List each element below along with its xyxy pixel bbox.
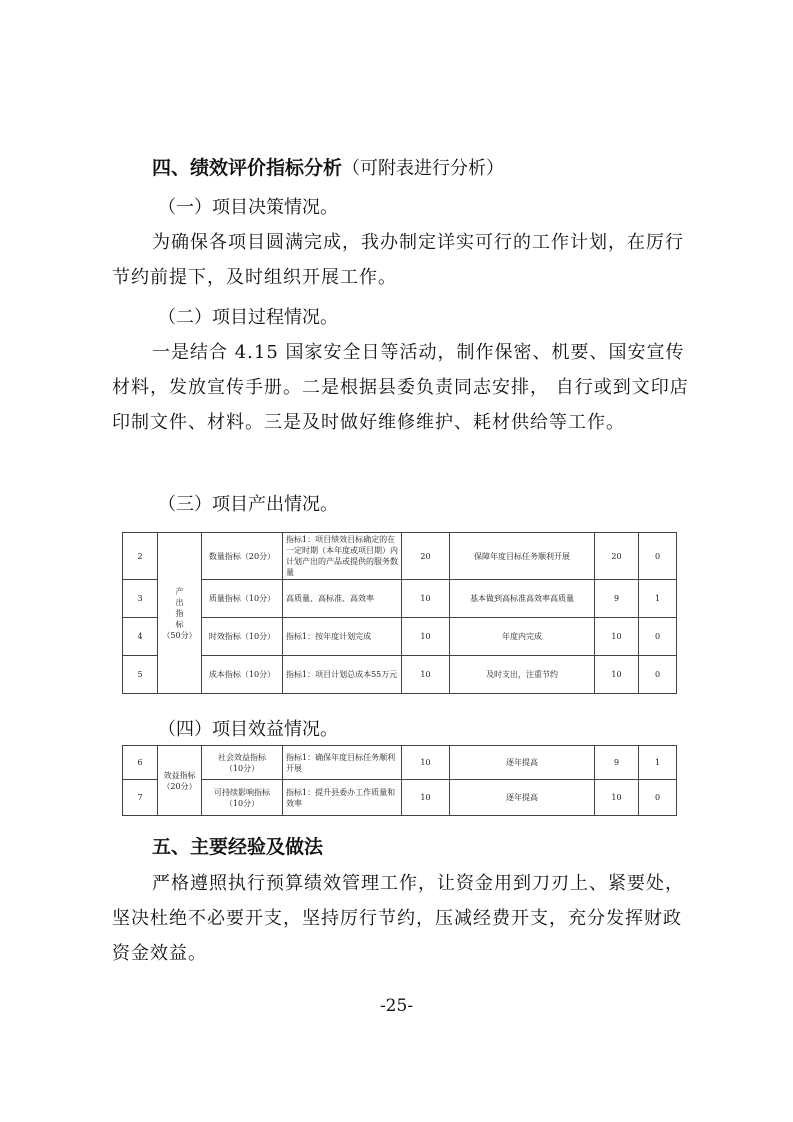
table-row <box>123 618 677 656</box>
deduct-value: 0 <box>639 780 677 816</box>
section-5-title: 五、主要经验及做法 <box>152 836 324 858</box>
subsection-2-title: （二）项目过程情况。 <box>158 307 338 328</box>
weight-value: 10 <box>402 746 450 780</box>
indicator-text: 指标1：项目绩效目标确定的在一定时期（本年度或项目期）内计划产出的产品或提供的服务数量 <box>283 533 402 580</box>
paragraph-decision <box>112 225 692 295</box>
weight-value: 10 <box>402 656 450 694</box>
weight-value: 10 <box>402 618 450 656</box>
row-number: 6 <box>123 746 158 780</box>
metric-name: 成本指标（10分） <box>202 656 283 694</box>
paragraph-process-text: 一是结合 4.15 国家安全日等活动，制作保密、机要、国安宣传材料，发放宣传手册。二是根据县委负责同志安排， 自行或到文印店印制文件、材料。三是及时做好维修维护、耗材供给等工作。 <box>112 342 689 433</box>
group-label: 效益指标 （20分） <box>158 746 202 816</box>
table-row <box>123 656 677 694</box>
weight-value: 20 <box>402 533 450 580</box>
row-number: 7 <box>123 780 158 816</box>
deduct-value: 0 <box>639 656 677 694</box>
table-row <box>123 580 677 618</box>
score-value: 10 <box>595 656 639 694</box>
table-row <box>123 780 677 816</box>
deduct-value: 0 <box>639 618 677 656</box>
group-label: 产 出 指 标 （50分） <box>158 533 202 694</box>
score-value: 20 <box>595 533 639 580</box>
benefit-metrics-table <box>122 745 677 816</box>
result-text: 逐年提高 <box>450 780 595 816</box>
result-text: 及时支出，注重节约 <box>450 656 595 694</box>
metric-name: 可持续影响指标 （10分） <box>202 780 283 816</box>
paragraph-experience-text: 严格遵照执行预算绩效管理工作，让资金用到刀刃上、紧要处，坚决杜绝不必要开支，坚持厉行节约，压减经费开支，充分发挥财政资金效益。 <box>112 873 684 964</box>
table-row <box>123 746 677 780</box>
weight-value: 10 <box>402 580 450 618</box>
row-number: 2 <box>123 533 158 580</box>
row-number: 4 <box>123 618 158 656</box>
score-value: 9 <box>595 580 639 618</box>
subsection-4-title: （四）项目效益情况。 <box>158 719 338 740</box>
indicator-text: 指标1：项目计划总成本55万元 <box>283 656 402 694</box>
subsection-3-title: （三）项目产出情况。 <box>158 494 338 515</box>
result-text: 年度内完成 <box>450 618 595 656</box>
indicator-text: 指标1：确保年度目标任务顺利开展 <box>283 746 402 780</box>
section-4-heading <box>152 153 504 180</box>
subsection-1-title: （一）项目决策情况。 <box>158 197 338 218</box>
result-text: 保障年度目标任务顺利开展 <box>450 533 595 580</box>
section-4-note: （可附表进行分析） <box>342 158 505 179</box>
indicator-text: 高质量、高标准、高效率 <box>283 580 402 618</box>
metric-name: 数量指标（20分） <box>202 533 283 580</box>
deduct-value: 1 <box>639 746 677 780</box>
result-text: 逐年提高 <box>450 746 595 780</box>
paragraph-process <box>112 335 692 440</box>
score-value: 10 <box>595 618 639 656</box>
metric-name: 社会效益指标 （10分） <box>202 746 283 780</box>
section-4-title: 四、绩效评价指标分析 <box>152 157 343 179</box>
indicator-text: 指标1：提升县委办工作质量和效率 <box>283 780 402 816</box>
indicator-text: 指标1：按年度计划完成 <box>283 618 402 656</box>
score-value: 10 <box>595 780 639 816</box>
metric-name: 质量指标（10分） <box>202 580 283 618</box>
metric-name: 时效指标（10分） <box>202 618 283 656</box>
deduct-value: 1 <box>639 580 677 618</box>
table-row <box>123 533 677 580</box>
score-value: 9 <box>595 746 639 780</box>
weight-value: 10 <box>402 780 450 816</box>
paragraph-decision-text: 为确保各项目圆满完成，我办制定详实可行的工作计划，在厉行节约前提下，及时组织开展工作。 <box>112 232 684 288</box>
paragraph-experience <box>112 866 692 971</box>
page-number: -25- <box>379 996 414 1016</box>
deduct-value: 0 <box>639 533 677 580</box>
result-text: 基本做到高标准高效率高质量 <box>450 580 595 618</box>
row-number: 3 <box>123 580 158 618</box>
row-number: 5 <box>123 656 158 694</box>
output-metrics-table <box>122 532 677 694</box>
